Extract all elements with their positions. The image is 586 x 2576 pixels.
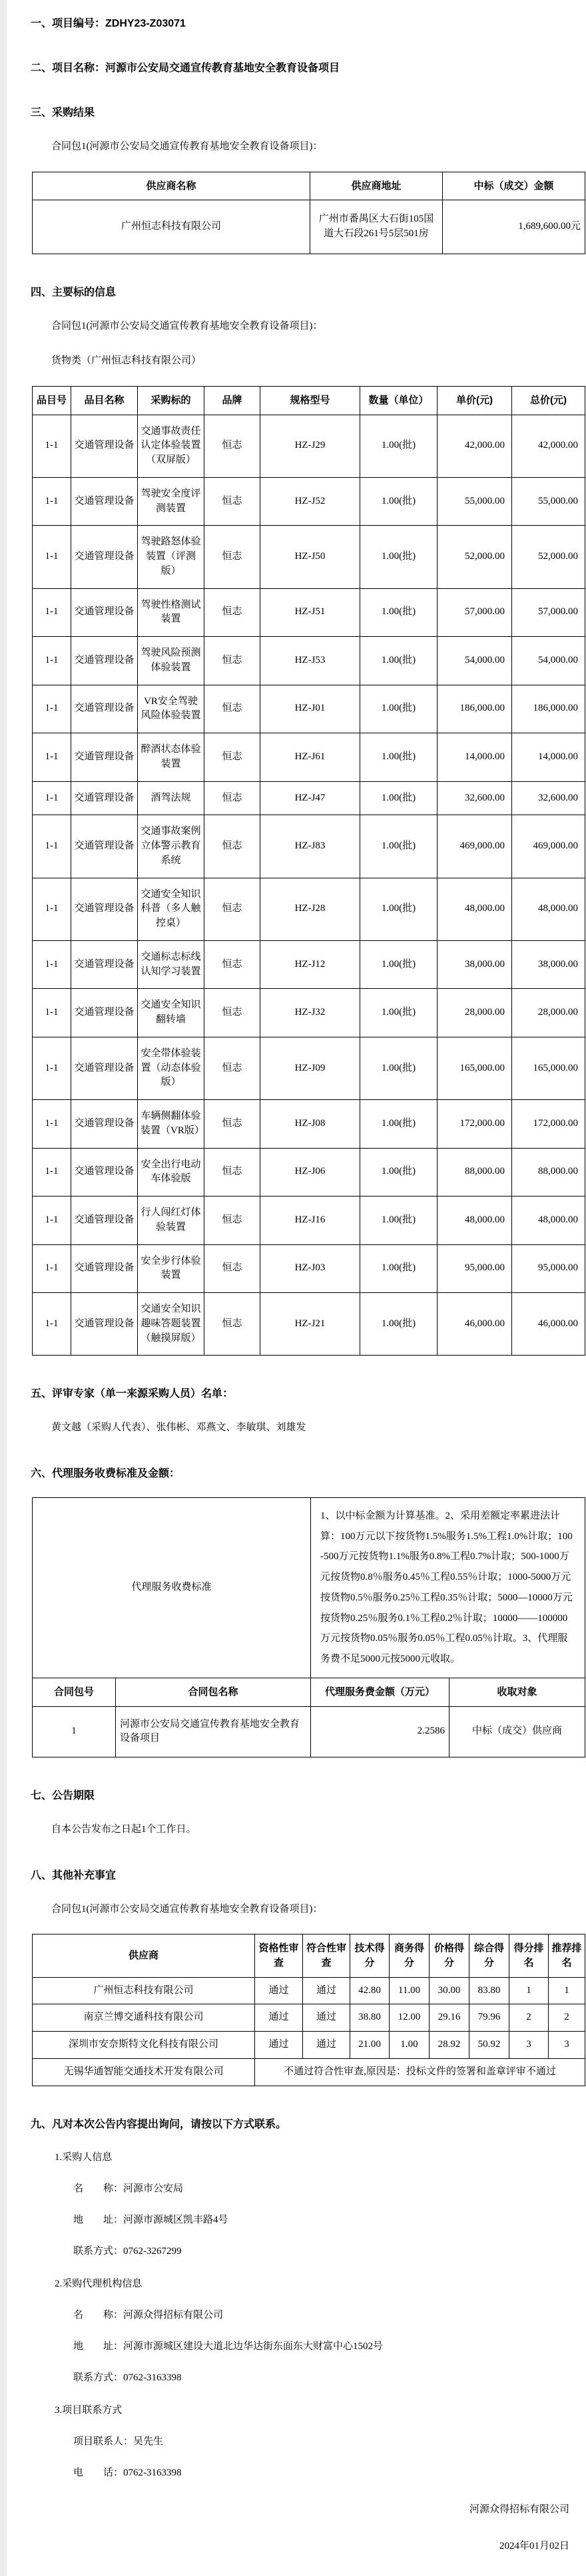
column-header-overall-score: 综合得分 bbox=[469, 1934, 509, 1978]
item-no-cell: 1-1 bbox=[33, 588, 71, 637]
fee-standard-text-cell: 1、以中标金额为计算基准。2、采用差额定率累进法计算：100万元以下按货物1.5%服务1.5%工程1.0%计取；100-500万元按货物1.1%服务0.8%工程0.7%计取；500-1000万元按货物0.8％服务0.45％工程0.55％计取；1000-5000万元按货物0.5％服务0.25％工程0.35％计取；5000—10000万元按货物0.25％服务0.1％工程0.2％计取；10000——100000万元按货物0.05％服务0.05％工程0.05％计取。3、代理服务费不足5000元按5000元收取。 bbox=[311, 1497, 585, 1678]
eval-overall-cell: 83.80 bbox=[469, 1977, 509, 2004]
item-quantity-cell: 1.00(批) bbox=[360, 685, 438, 733]
item-name-cell: 交通管理设备 bbox=[71, 878, 138, 940]
column-header-fee-payer: 收取对象 bbox=[449, 1678, 585, 1706]
section-4-title: 四、主要标的信息 bbox=[31, 286, 117, 298]
item-quantity-cell: 1.00(批) bbox=[360, 637, 438, 685]
item-quantity-cell: 1.00(批) bbox=[360, 526, 438, 588]
agent-info-heading: 2.采购代理机构信息 bbox=[55, 2278, 143, 2289]
item-row bbox=[33, 815, 585, 878]
column-header-fee-amount: 代理服务费金额（万元） bbox=[311, 1678, 449, 1706]
eval-business-cell: 11.00 bbox=[390, 1977, 430, 2004]
column-header-supplier-name: 供应商名称 bbox=[33, 172, 310, 200]
item-quantity-cell: 1.00(批) bbox=[360, 477, 438, 526]
item-brand-cell: 恒志 bbox=[204, 989, 260, 1037]
item-unit-price-cell: 54,000.00 bbox=[438, 637, 512, 685]
item-model-cell: HZ-J08 bbox=[260, 1100, 360, 1149]
item-subject-cell: 车辆侧翻体验装置（VR版） bbox=[138, 1100, 204, 1149]
item-subject-cell: 交通安全知识趣味答题装置（触摸屏版） bbox=[138, 1293, 204, 1356]
column-header-eval-supplier: 供应商 bbox=[33, 1934, 255, 1978]
item-row bbox=[33, 1244, 585, 1293]
item-quantity-cell: 1.00(批) bbox=[360, 1037, 438, 1099]
item-unit-price-cell: 32,600.00 bbox=[438, 781, 512, 815]
item-no-cell: 1-1 bbox=[33, 733, 71, 782]
item-model-cell: HZ-J32 bbox=[260, 989, 360, 1037]
item-name-cell: 交通管理设备 bbox=[71, 1100, 138, 1149]
eval-price-cell: 28.92 bbox=[430, 2032, 469, 2059]
section-3-title: 三、采购结果 bbox=[31, 107, 95, 118]
fee-amount-header-row bbox=[33, 1678, 585, 1706]
item-total-price-cell: 172,000.00 bbox=[512, 1100, 585, 1149]
item-name-cell: 交通管理设备 bbox=[71, 1293, 138, 1356]
item-name-cell: 交通管理设备 bbox=[71, 685, 138, 733]
eval-price-cell: 30.00 bbox=[430, 1977, 469, 2004]
item-quantity-cell: 1.00(批) bbox=[360, 1148, 438, 1196]
item-total-price-cell: 52,000.00 bbox=[512, 526, 585, 588]
column-header-supplier-address: 供应商地址 bbox=[310, 172, 443, 200]
failed-supplier-cell: 无锡华通智能交通技术开发有限公司 bbox=[33, 2058, 255, 2086]
column-header-business-score: 商务得分 bbox=[390, 1934, 430, 1978]
item-row bbox=[33, 588, 585, 637]
announcement-period-text: 自本公告发布之日起1个工作日。 bbox=[51, 1824, 196, 1835]
section-5-title: 五、评审专家（单一来源采购人员）名单： bbox=[31, 1388, 234, 1400]
section-9-title: 九、凡对本次公告内容提出询问，请按以下方式联系。 bbox=[31, 2118, 287, 2130]
column-header-price-score: 价格得分 bbox=[430, 1934, 469, 1978]
item-subject-cell: 交通事故案例立体警示教育系统 bbox=[138, 815, 204, 878]
item-unit-price-cell: 46,000.00 bbox=[438, 1293, 512, 1356]
item-no-cell: 1-1 bbox=[33, 1037, 71, 1099]
eval-overall-cell: 79.96 bbox=[469, 2004, 509, 2032]
project-contact-heading: 3.项目联系方式 bbox=[55, 2404, 123, 2416]
items-table bbox=[32, 386, 585, 1356]
item-unit-price-cell: 28,000.00 bbox=[438, 989, 512, 1037]
fee-amount-cell: 2.2586 bbox=[311, 1706, 449, 1757]
section-6-title: 六、代理服务收费标准及金额： bbox=[31, 1467, 180, 1479]
item-name-cell: 交通管理设备 bbox=[71, 1244, 138, 1293]
item-row bbox=[33, 989, 585, 1037]
item-subject-cell: 驾驶性格测试装置 bbox=[138, 588, 204, 637]
item-unit-price-cell: 186,000.00 bbox=[438, 685, 512, 733]
item-quantity-cell: 1.00(批) bbox=[360, 989, 438, 1037]
item-quantity-cell: 1.00(批) bbox=[360, 815, 438, 878]
item-row bbox=[33, 526, 585, 588]
item-brand-cell: 恒志 bbox=[204, 940, 260, 989]
item-subject-cell: 酒驾法规 bbox=[138, 781, 204, 815]
item-row bbox=[33, 1196, 585, 1245]
item-subject-cell: 交通事故责任认定体验装置（双屏版） bbox=[138, 415, 204, 477]
eval-recommend-rank-cell: 3 bbox=[549, 2032, 585, 2059]
item-total-price-cell: 38,000.00 bbox=[512, 940, 585, 989]
item-row bbox=[33, 878, 585, 940]
announcement-page bbox=[7, 0, 586, 2576]
item-model-cell: HZ-J03 bbox=[260, 1244, 360, 1293]
column-header-recommend-rank: 推荐排名 bbox=[549, 1934, 585, 1978]
item-brand-cell: 恒志 bbox=[204, 1293, 260, 1356]
eval-technical-cell: 42.80 bbox=[350, 1977, 390, 2004]
item-total-price-cell: 57,000.00 bbox=[512, 588, 585, 637]
package-name-cell: 河源市公安局交通宣传教育基地安全教育设备项目 bbox=[116, 1706, 311, 1757]
item-row bbox=[33, 1037, 585, 1099]
item-total-price-cell: 46,000.00 bbox=[512, 1293, 585, 1356]
item-brand-cell: 恒志 bbox=[204, 588, 260, 637]
item-row bbox=[33, 1293, 585, 1356]
eval-score-rank-cell: 3 bbox=[509, 2032, 549, 2059]
item-name-cell: 交通管理设备 bbox=[71, 781, 138, 815]
eval-technical-cell: 38.80 bbox=[350, 2004, 390, 2032]
item-subject-cell: 驾驶风险预测体验装置 bbox=[138, 637, 204, 685]
section-1-project-number: 一、项目编号：ZDHY23-Z03071 bbox=[31, 18, 186, 29]
column-header-conformity-review: 符合性审查 bbox=[303, 1934, 350, 1978]
item-quantity-cell: 1.00(批) bbox=[360, 588, 438, 637]
item-row bbox=[33, 415, 585, 477]
item-brand-cell: 恒志 bbox=[204, 733, 260, 782]
item-model-cell: HZ-J29 bbox=[260, 415, 360, 477]
result-table-header-row bbox=[33, 172, 585, 200]
item-unit-price-cell: 57,000.00 bbox=[438, 588, 512, 637]
item-subject-cell: 醉酒状态体验装置 bbox=[138, 733, 204, 782]
item-unit-price-cell: 165,000.00 bbox=[438, 1037, 512, 1099]
section-4-package-intro: 合同包1(河源市公安局交通宣传教育基地安全教育设备项目)： bbox=[51, 320, 323, 331]
eval-conformity-cell: 通过 bbox=[303, 2004, 350, 2032]
item-no-cell: 1-1 bbox=[33, 1196, 71, 1245]
eval-qualification-cell: 通过 bbox=[255, 1977, 303, 2004]
item-quantity-cell: 1.00(批) bbox=[360, 1196, 438, 1245]
item-row bbox=[33, 781, 585, 815]
item-total-price-cell: 54,000.00 bbox=[512, 637, 585, 685]
expert-names: 黄文越（采购人代表）、张伟彬、邓燕文、李敏琪、刘雄发 bbox=[51, 1422, 306, 1433]
item-model-cell: HZ-J51 bbox=[260, 588, 360, 637]
section-3-package-intro: 合同包1(河源市公安局交通宣传教育基地安全教育设备项目)： bbox=[51, 141, 323, 152]
section-8-package-intro: 合同包1(河源市公安局交通宣传教育基地安全教育设备项目)： bbox=[51, 1903, 323, 1915]
item-no-cell: 1-1 bbox=[33, 637, 71, 685]
item-no-cell: 1-1 bbox=[33, 815, 71, 878]
item-unit-price-cell: 95,000.00 bbox=[438, 1244, 512, 1293]
item-total-price-cell: 55,000.00 bbox=[512, 477, 585, 526]
evaluation-row bbox=[33, 1977, 585, 2004]
fee-payer-cell: 中标（成交）供应商 bbox=[449, 1706, 585, 1757]
column-header-brand: 品牌 bbox=[204, 386, 260, 415]
item-unit-price-cell: 55,000.00 bbox=[438, 477, 512, 526]
item-unit-price-cell: 172,000.00 bbox=[438, 1100, 512, 1149]
item-name-cell: 交通管理设备 bbox=[71, 940, 138, 989]
item-model-cell: HZ-J09 bbox=[260, 1037, 360, 1099]
item-total-price-cell: 95,000.00 bbox=[512, 1244, 585, 1293]
item-model-cell: HZ-J83 bbox=[260, 815, 360, 878]
agent-address-line: 地 址：河源市源城区建设大道北边华达街东面东大财富中心1502号 bbox=[73, 2340, 384, 2352]
eval-business-cell: 12.00 bbox=[390, 2004, 430, 2032]
eval-recommend-rank-cell: 2 bbox=[549, 2004, 585, 2032]
buyer-name-line: 名 称：河源市公安局 bbox=[73, 2183, 184, 2194]
column-header-unit-price: 单价(元) bbox=[438, 386, 512, 415]
item-brand-cell: 恒志 bbox=[204, 637, 260, 685]
item-unit-price-cell: 42,000.00 bbox=[438, 415, 512, 477]
item-no-cell: 1-1 bbox=[33, 1293, 71, 1356]
column-header-total-price: 总价(元) bbox=[512, 386, 585, 415]
evaluation-table bbox=[32, 1934, 585, 2086]
item-name-cell: 交通管理设备 bbox=[71, 1196, 138, 1245]
eval-recommend-rank-cell: 1 bbox=[549, 1977, 585, 2004]
item-quantity-cell: 1.00(批) bbox=[360, 1100, 438, 1149]
section-7-title: 七、公告期限 bbox=[31, 1790, 95, 1801]
fee-amount-table bbox=[32, 1678, 585, 1757]
fee-standard-table bbox=[32, 1497, 585, 1678]
eval-score-rank-cell: 2 bbox=[509, 2004, 549, 2032]
evaluation-failed-row bbox=[33, 2058, 585, 2086]
failed-reason-cell: 不通过符合性审查,原因是：投标文件的签署和盖章评审不通过 bbox=[255, 2058, 585, 2086]
item-model-cell: HZ-J06 bbox=[260, 1148, 360, 1196]
item-no-cell: 1-1 bbox=[33, 415, 71, 477]
item-subject-cell: VR安全驾驶风险体验装置 bbox=[138, 685, 204, 733]
item-name-cell: 交通管理设备 bbox=[71, 733, 138, 782]
result-table bbox=[32, 172, 585, 254]
award-amount-cell: 1,689,600.00元 bbox=[443, 200, 585, 254]
fee-standard-row bbox=[33, 1497, 585, 1678]
item-subject-cell: 安全带体验装置（动态体验版） bbox=[138, 1037, 204, 1099]
item-unit-price-cell: 52,000.00 bbox=[438, 526, 512, 588]
item-no-cell: 1-1 bbox=[33, 989, 71, 1037]
eval-conformity-cell: 通过 bbox=[303, 1977, 350, 2004]
item-name-cell: 交通管理设备 bbox=[71, 989, 138, 1037]
item-quantity-cell: 1.00(批) bbox=[360, 733, 438, 782]
item-model-cell: HZ-J52 bbox=[260, 477, 360, 526]
item-unit-price-cell: 48,000.00 bbox=[438, 878, 512, 940]
eval-business-cell: 1.00 bbox=[390, 2032, 430, 2059]
column-header-technical-score: 技术得分 bbox=[350, 1934, 390, 1978]
item-subject-cell: 驾驶路怒体验装置（评测版） bbox=[138, 526, 204, 588]
item-row bbox=[33, 1148, 585, 1196]
item-total-price-cell: 28,000.00 bbox=[512, 989, 585, 1037]
item-no-cell: 1-1 bbox=[33, 1148, 71, 1196]
eval-supplier-cell: 南京兰博交通科技有限公司 bbox=[33, 2004, 255, 2032]
item-quantity-cell: 1.00(批) bbox=[360, 878, 438, 940]
column-header-quantity: 数量（单位） bbox=[360, 386, 438, 415]
column-header-subject: 采购标的 bbox=[138, 386, 204, 415]
item-unit-price-cell: 88,000.00 bbox=[438, 1148, 512, 1196]
item-quantity-cell: 1.00(批) bbox=[360, 415, 438, 477]
item-no-cell: 1-1 bbox=[33, 1100, 71, 1149]
item-model-cell: HZ-J47 bbox=[260, 781, 360, 815]
item-brand-cell: 恒志 bbox=[204, 878, 260, 940]
item-total-price-cell: 469,000.00 bbox=[512, 815, 585, 878]
item-row bbox=[33, 940, 585, 989]
item-subject-cell: 安全步行体验装置 bbox=[138, 1244, 204, 1293]
eval-score-rank-cell: 1 bbox=[509, 1977, 549, 2004]
supplier-name-cell: 广州恒志科技有限公司 bbox=[33, 200, 310, 254]
item-brand-cell: 恒志 bbox=[204, 1196, 260, 1245]
column-header-item-name: 品目名称 bbox=[71, 386, 138, 415]
item-name-cell: 交通管理设备 bbox=[71, 1148, 138, 1196]
item-name-cell: 交通管理设备 bbox=[71, 637, 138, 685]
item-subject-cell: 驾驶安全度评测装置 bbox=[138, 477, 204, 526]
item-total-price-cell: 186,000.00 bbox=[512, 685, 585, 733]
buyer-info-heading: 1.采购人信息 bbox=[55, 2151, 113, 2163]
item-total-price-cell: 48,000.00 bbox=[512, 1196, 585, 1245]
eval-price-cell: 29.16 bbox=[430, 2004, 469, 2032]
result-table-row bbox=[33, 200, 585, 254]
item-brand-cell: 恒志 bbox=[204, 1244, 260, 1293]
item-total-price-cell: 32,600.00 bbox=[512, 781, 585, 815]
eval-qualification-cell: 通过 bbox=[255, 2004, 303, 2032]
fee-amount-row bbox=[33, 1706, 585, 1757]
fee-standard-label-cell: 代理服务收费标准 bbox=[33, 1497, 311, 1678]
item-brand-cell: 恒志 bbox=[204, 685, 260, 733]
project-contact-person-line: 项目联系人：吴先生 bbox=[73, 2436, 164, 2447]
column-header-package-no: 合同包号 bbox=[33, 1678, 116, 1706]
item-quantity-cell: 1.00(批) bbox=[360, 781, 438, 815]
item-subject-cell: 交通标志标线认知学习装置 bbox=[138, 940, 204, 989]
section-8-title: 八、其他补充事宜 bbox=[31, 1869, 117, 1881]
item-name-cell: 交通管理设备 bbox=[71, 477, 138, 526]
item-brand-cell: 恒志 bbox=[204, 415, 260, 477]
buyer-address-line: 地 址：河源市源城区凯丰路4号 bbox=[73, 2214, 228, 2225]
eval-technical-cell: 21.00 bbox=[350, 2032, 390, 2059]
eval-conformity-cell: 通过 bbox=[303, 2032, 350, 2059]
item-model-cell: HZ-J16 bbox=[260, 1196, 360, 1245]
footer-company: 河源众得招标有限公司 bbox=[469, 2503, 569, 2515]
item-model-cell: HZ-J01 bbox=[260, 685, 360, 733]
item-row bbox=[33, 637, 585, 685]
item-name-cell: 交通管理设备 bbox=[71, 815, 138, 878]
column-header-model: 规格型号 bbox=[260, 386, 360, 415]
item-subject-cell: 安全出行电动车体验版 bbox=[138, 1148, 204, 1196]
item-total-price-cell: 14,000.00 bbox=[512, 733, 585, 782]
column-header-award-amount: 中标（成交）金额 bbox=[443, 172, 585, 200]
item-brand-cell: 恒志 bbox=[204, 477, 260, 526]
item-name-cell: 交通管理设备 bbox=[71, 588, 138, 637]
item-model-cell: HZ-J12 bbox=[260, 940, 360, 989]
eval-supplier-cell: 深圳市安奈斯特文化科技有限公司 bbox=[33, 2032, 255, 2059]
item-model-cell: HZ-J21 bbox=[260, 1293, 360, 1356]
buyer-tel-line: 联系方式：0762-3267299 bbox=[73, 2245, 182, 2257]
items-table-header-row bbox=[33, 386, 585, 415]
item-row bbox=[33, 1100, 585, 1149]
evaluation-row bbox=[33, 2004, 585, 2032]
item-total-price-cell: 48,000.00 bbox=[512, 878, 585, 940]
eval-overall-cell: 50.92 bbox=[469, 2032, 509, 2059]
item-row bbox=[33, 477, 585, 526]
item-brand-cell: 恒志 bbox=[204, 815, 260, 878]
item-model-cell: HZ-J28 bbox=[260, 878, 360, 940]
column-header-item-no: 品目号 bbox=[33, 386, 71, 415]
column-header-package-name: 合同包名称 bbox=[116, 1678, 311, 1706]
eval-qualification-cell: 通过 bbox=[255, 2032, 303, 2059]
item-brand-cell: 恒志 bbox=[204, 526, 260, 588]
column-header-score-rank: 得分排名 bbox=[509, 1934, 549, 1978]
item-subject-cell: 交通安全知识翻转墙 bbox=[138, 989, 204, 1037]
item-no-cell: 1-1 bbox=[33, 1244, 71, 1293]
item-brand-cell: 恒志 bbox=[204, 1148, 260, 1196]
item-quantity-cell: 1.00(批) bbox=[360, 1293, 438, 1356]
item-quantity-cell: 1.00(批) bbox=[360, 1244, 438, 1293]
item-model-cell: HZ-J53 bbox=[260, 637, 360, 685]
item-no-cell: 1-1 bbox=[33, 878, 71, 940]
item-row bbox=[33, 733, 585, 782]
item-brand-cell: 恒志 bbox=[204, 1100, 260, 1149]
item-brand-cell: 恒志 bbox=[204, 1037, 260, 1099]
item-name-cell: 交通管理设备 bbox=[71, 526, 138, 588]
evaluation-row bbox=[33, 2032, 585, 2059]
agent-tel-line: 联系方式：0762-3163398 bbox=[73, 2372, 182, 2383]
evaluation-header-row bbox=[33, 1934, 585, 1978]
item-name-cell: 交通管理设备 bbox=[71, 415, 138, 477]
footer-date: 2024年01月02日 bbox=[499, 2540, 569, 2551]
item-unit-price-cell: 14,000.00 bbox=[438, 733, 512, 782]
item-subject-cell: 交通安全知识科普（多人触控桌） bbox=[138, 878, 204, 940]
item-no-cell: 1-1 bbox=[33, 477, 71, 526]
project-contact-tel-line: 电 话：0762-3163398 bbox=[73, 2467, 182, 2478]
column-header-qualification-review: 资格性审查 bbox=[255, 1934, 303, 1978]
supplier-address-cell: 广州市番禺区大石街105国道大石段261号5层501房 bbox=[310, 200, 443, 254]
package-no-cell: 1 bbox=[33, 1706, 116, 1757]
item-subject-cell: 行人闯红灯体验装置 bbox=[138, 1196, 204, 1245]
section-4-goods-intro: 货物类（广州恒志科技有限公司） bbox=[51, 355, 202, 367]
item-unit-price-cell: 38,000.00 bbox=[438, 940, 512, 989]
item-no-cell: 1-1 bbox=[33, 781, 71, 815]
item-unit-price-cell: 469,000.00 bbox=[438, 815, 512, 878]
item-total-price-cell: 88,000.00 bbox=[512, 1148, 585, 1196]
section-2-project-name: 二、项目名称：河源市公安局交通宣传教育基地安全教育设备项目 bbox=[31, 63, 340, 74]
agent-name-line: 名 称：河源众得招标有限公司 bbox=[73, 2309, 224, 2320]
item-no-cell: 1-1 bbox=[33, 526, 71, 588]
item-model-cell: HZ-J50 bbox=[260, 526, 360, 588]
item-brand-cell: 恒志 bbox=[204, 781, 260, 815]
item-model-cell: HZ-J61 bbox=[260, 733, 360, 782]
item-no-cell: 1-1 bbox=[33, 940, 71, 989]
item-no-cell: 1-1 bbox=[33, 685, 71, 733]
item-total-price-cell: 165,000.00 bbox=[512, 1037, 585, 1099]
item-total-price-cell: 42,000.00 bbox=[512, 415, 585, 477]
item-row bbox=[33, 685, 585, 733]
item-name-cell: 交通管理设备 bbox=[71, 1037, 138, 1099]
eval-supplier-cell: 广州恒志科技有限公司 bbox=[33, 1977, 255, 2004]
item-unit-price-cell: 48,000.00 bbox=[438, 1196, 512, 1245]
item-quantity-cell: 1.00(批) bbox=[360, 940, 438, 989]
